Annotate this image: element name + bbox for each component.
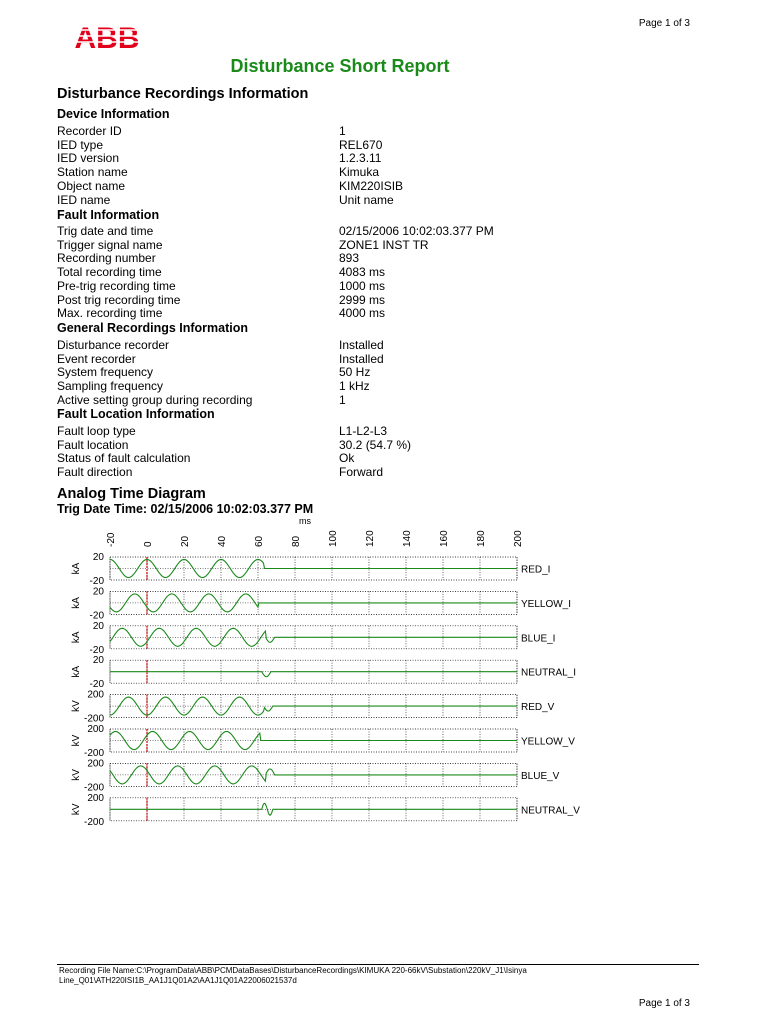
- x-tick-label: 0: [143, 541, 154, 547]
- y-unit-label: kV: [71, 700, 82, 712]
- series-trace: [110, 628, 517, 646]
- series-label: BLUE_V: [521, 770, 560, 782]
- series-trace: [110, 803, 517, 815]
- y-unit-label: kA: [71, 597, 82, 609]
- series-trace: [110, 594, 517, 612]
- footer-divider: [57, 964, 699, 965]
- field-label: Pre-trig recording time: [57, 278, 176, 293]
- field-label: Object name: [57, 178, 126, 193]
- field-value: 30.2 (54.7 %): [339, 437, 412, 452]
- y-unit-label: kA: [71, 562, 82, 575]
- y-tick-label-max: 200: [87, 689, 104, 701]
- y-unit-label: kV: [71, 803, 82, 816]
- field-label: Fault direction: [57, 465, 133, 480]
- series-label: NEUTRAL_I: [521, 667, 577, 679]
- series-trace: [110, 672, 517, 677]
- report-title: Disturbance Short Report: [230, 56, 450, 76]
- x-tick-label: 80: [291, 535, 302, 547]
- y-unit-label: kA: [71, 631, 82, 644]
- field-value: 1: [339, 124, 346, 138]
- series-trace: [110, 560, 517, 578]
- y-tick-label-min: -20: [89, 576, 104, 587]
- analog-time-diagram: [55, 510, 615, 830]
- x-tick-label: 200: [513, 530, 524, 547]
- y-tick-label-min: -20: [89, 610, 104, 622]
- page-number-bottom: Page 1 of 3: [638, 998, 690, 1009]
- series-label: YELLOW_I: [521, 598, 572, 610]
- series-label: RED_I: [521, 564, 551, 576]
- y-tick-label-min: -20: [89, 679, 104, 691]
- x-tick-label: 180: [476, 530, 487, 547]
- field-label: Total recording time: [57, 265, 162, 280]
- field-label: Station name: [57, 165, 128, 180]
- x-tick-label: -20: [106, 532, 117, 547]
- svg-text:ABB: ABB: [74, 22, 140, 50]
- series-trace: [110, 697, 517, 715]
- field-value: Installed: [339, 338, 384, 352]
- series-trace: [110, 766, 517, 784]
- field-value: 02/15/2006 10:02:03.377 PM: [339, 224, 494, 238]
- field-label: System frequency: [57, 365, 154, 380]
- field-value: 1.2.3.11: [339, 151, 382, 166]
- field-value: KIM220ISIB: [339, 178, 404, 193]
- y-unit-label: kV: [71, 734, 82, 747]
- diagram-heading: Analog Time Diagram: [57, 486, 206, 502]
- x-tick-label: 20: [180, 535, 191, 547]
- field-value: Installed: [339, 351, 384, 366]
- x-axis-label: ms: [299, 516, 311, 526]
- location-heading: Fault Location Information: [57, 407, 215, 421]
- x-tick-label: 160: [439, 530, 450, 547]
- field-value: Unit name: [339, 192, 394, 207]
- field-label: Active setting group during recording: [57, 392, 253, 407]
- y-tick-label-min: -20: [89, 644, 104, 656]
- abb-logo: [70, 22, 144, 50]
- field-value: L1-L2-L3: [339, 424, 388, 438]
- field-label: Recorder ID: [57, 124, 122, 138]
- field-value: 1000 ms: [339, 278, 386, 293]
- y-tick-label-min: -200: [83, 782, 104, 794]
- field-value: Ok: [339, 451, 355, 466]
- recording-file-name: Recording File Name:C:\ProgramData\ABB\PCMDataBases\DisturbanceRecordings\KIMUKA 220-66kV\Substation\220kV_J1\Isinya Line_Q01\ATH220ISI1B_AA1J1Q01A2\AA1J1Q01A22006021537d: [59, 966, 527, 985]
- y-tick-label-min: -200: [83, 816, 104, 828]
- field-value: 1 kHz: [339, 379, 370, 394]
- series-label: RED_V: [521, 702, 555, 714]
- field-label: Sampling frequency: [57, 379, 164, 394]
- field-value: REL670: [339, 137, 383, 152]
- field-value: Kimuka: [339, 165, 380, 180]
- field-value: 4000 ms: [339, 306, 386, 321]
- series-label: YELLOW_V: [521, 736, 575, 748]
- field-label: Trigger signal name: [57, 237, 163, 252]
- y-tick-label-max: 20: [92, 655, 104, 667]
- x-tick-label: 40: [217, 535, 228, 547]
- field-label: IED type: [57, 137, 104, 152]
- field-label: Disturbance recorder: [57, 338, 170, 352]
- field-value: 4083 ms: [339, 265, 386, 280]
- y-tick-label-max: 200: [87, 792, 104, 804]
- x-tick-label: 140: [402, 530, 413, 547]
- series-trace: [110, 732, 517, 750]
- field-label: Max. recording time: [57, 306, 163, 321]
- field-label: Recording number: [57, 251, 156, 266]
- field-label: Fault loop type: [57, 424, 136, 438]
- section-title: Disturbance Recordings Information: [57, 86, 309, 102]
- field-label: Event recorder: [57, 351, 136, 366]
- y-tick-label-max: 20: [92, 620, 104, 632]
- field-value: Forward: [339, 465, 384, 480]
- y-unit-label: kA: [71, 665, 82, 678]
- device-heading: Device Information: [57, 107, 170, 121]
- series-label: BLUE_I: [521, 633, 556, 645]
- y-tick-label-min: -200: [83, 713, 104, 725]
- field-value: 1: [339, 392, 346, 407]
- page-number-top: Page 1 of 3: [638, 18, 690, 29]
- y-tick-label-max: 20: [92, 552, 104, 563]
- field-label: IED version: [57, 151, 120, 166]
- trig-date-time: Trig Date Time: 02/15/2006 10:02:03.377 PM: [57, 502, 314, 516]
- field-label: Post trig recording time: [57, 292, 181, 307]
- field-label: Trig date and time: [57, 224, 154, 238]
- fault-heading: Fault Information: [57, 208, 160, 222]
- general-heading: General Recordings Information: [57, 321, 249, 335]
- y-tick-label-max: 200: [87, 758, 104, 770]
- x-tick-label: 100: [328, 530, 339, 547]
- field-value: 893: [339, 251, 360, 266]
- field-label: Fault location: [57, 437, 129, 452]
- y-tick-label-min: -200: [83, 748, 104, 759]
- field-label: Status of fault calculation: [57, 451, 191, 466]
- x-tick-label: 120: [365, 530, 376, 547]
- series-label: NEUTRAL_V: [521, 805, 580, 817]
- x-tick-label: 60: [254, 535, 265, 547]
- y-tick-label-max: 20: [92, 586, 104, 598]
- field-value: 50 Hz: [339, 365, 371, 380]
- field-value: 2999 ms: [339, 292, 386, 307]
- y-tick-label-max: 200: [87, 724, 104, 735]
- field-label: IED name: [57, 192, 111, 207]
- field-value: ZONE1 INST TR: [339, 237, 429, 252]
- y-unit-label: kV: [71, 769, 82, 781]
